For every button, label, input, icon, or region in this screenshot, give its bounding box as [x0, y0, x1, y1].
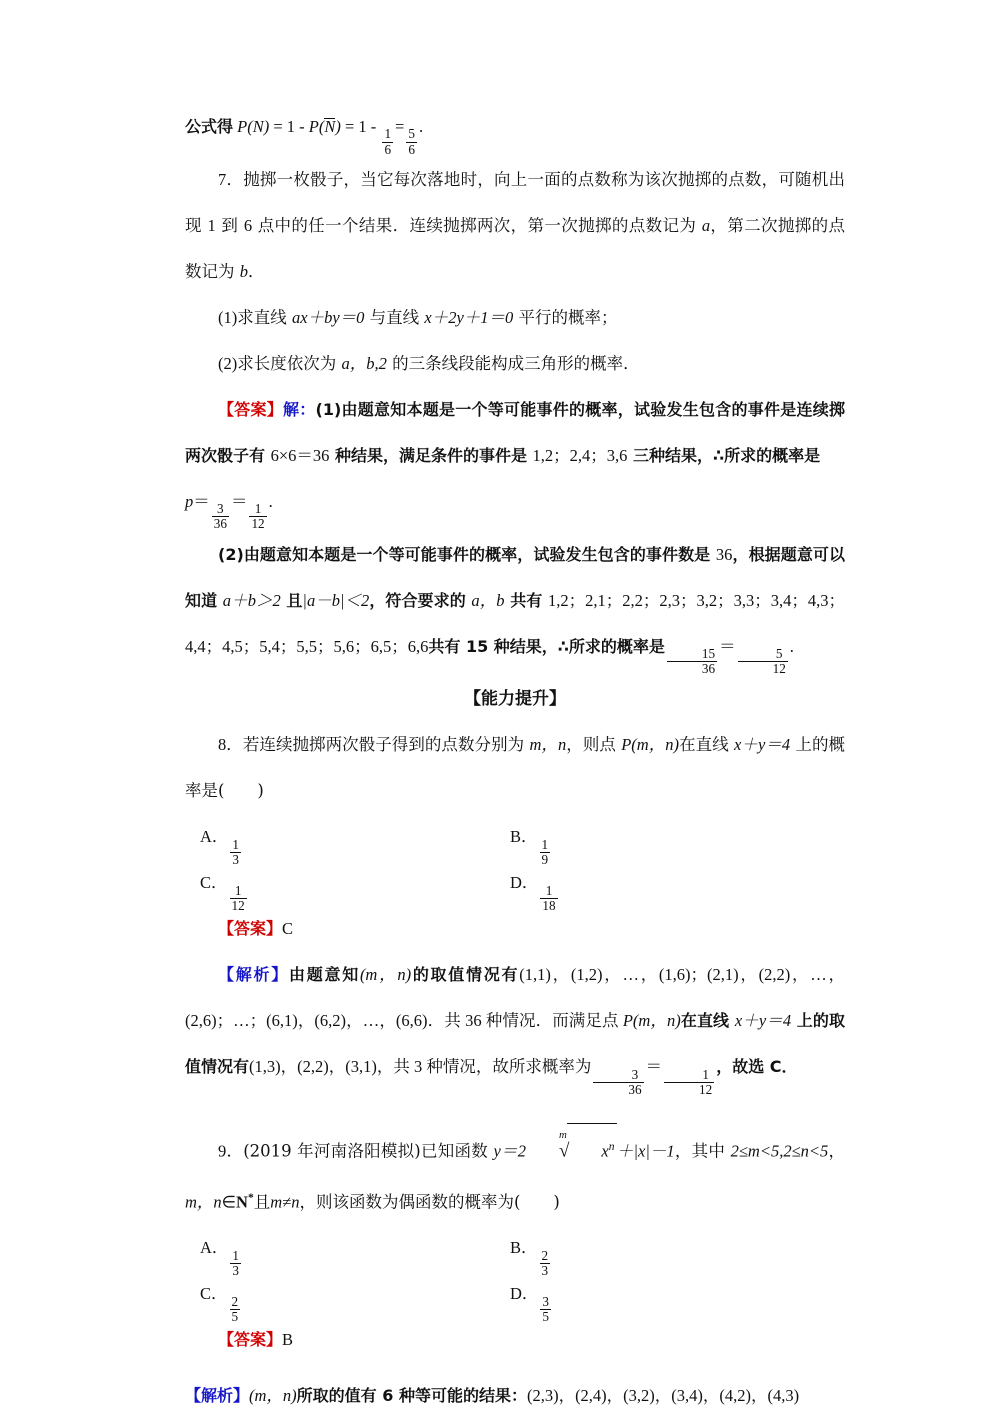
problem-8-option-d[interactable]: [510, 860, 560, 913]
option-key: D．: [510, 873, 539, 893]
problem-8-exp-list2: (1,3)，(2,2)，(3,1)，共 3 种情况，故所求概率为: [249, 1057, 592, 1077]
problem-9-stem-e: ，则该函数为偶函数的概率为( ): [299, 1192, 560, 1212]
problem-9-option-a[interactable]: [200, 1225, 243, 1278]
frac-denominator: 3: [232, 852, 240, 868]
problem-7-frac-15-36: [667, 647, 717, 677]
problem-7-stem-p5: ．: [248, 261, 265, 281]
problem-9-stem-b: ，其中: [674, 1141, 731, 1161]
jie-label: 解：: [283, 399, 316, 419]
top-formula-eq3: =: [395, 117, 405, 136]
problem-8-option-a[interactable]: [200, 814, 243, 867]
problem-7-frac-3-36: [212, 502, 229, 532]
frac-denominator: 3: [232, 1262, 240, 1278]
frac-numerator: 1: [541, 836, 549, 852]
radical-body: [567, 1123, 616, 1175]
top-formula-pnbar-open: P(: [308, 117, 325, 136]
problem-8-stem-a: 若连续抛掷两次骰子得到的点数分别为: [242, 735, 530, 755]
problem-7-stem-p2: 到: [215, 215, 244, 235]
problem-7-ans2-tag: (2): [218, 544, 244, 564]
problem-9-vars: m，n: [185, 1192, 222, 1212]
problem-7-sub1-text-b: 与直线: [364, 307, 425, 327]
option-key: B．: [510, 1238, 538, 1258]
frac-denominator: 18: [542, 898, 556, 914]
frac-numerator: 1: [232, 1247, 240, 1263]
problem-8-exp-line-eq: x＋y＝4: [734, 1011, 792, 1031]
gap-before-problem-9: [185, 1097, 845, 1123]
radical-radicand: x: [601, 1141, 609, 1161]
problem-8-option-b[interactable]: [510, 814, 552, 867]
problem-8-stem-d: 上的概率是( ): [185, 735, 846, 801]
problem-7-ans2-t6: 共有 15 种结果，∴所求的概率是: [428, 636, 665, 656]
problem-8-line-eq: x＋y＝4: [734, 735, 791, 755]
problem-7-stem-n2: 6: [243, 215, 253, 235]
top-formula-frac-five-sixths: [406, 127, 417, 157]
frac-numerator: 5: [408, 126, 415, 142]
page-content: [185, 104, 845, 1419]
problem-7-ans1-t2: 种结果，满足条件的事件是: [329, 445, 533, 465]
problem-9-number: 9．: [218, 1141, 244, 1161]
frac-numerator: 3: [542, 1293, 550, 1309]
problem-8-answer-line: [185, 906, 845, 952]
frac-denominator: 12: [738, 661, 788, 676]
problem-9-explanation: [185, 1373, 845, 1419]
problem-8-exp-t3: 在直线: [680, 1011, 735, 1031]
frac-denominator: 12: [251, 516, 265, 532]
frac-denominator: 9: [541, 852, 549, 868]
problem-7-sub2-tag: (2): [218, 353, 238, 373]
problem-8-exp-t4: 上的取值情况有: [185, 1011, 845, 1077]
top-formula-eq2: = 1 -: [345, 117, 381, 136]
frac-denominator: 12: [231, 898, 245, 914]
radical-sign: √: [559, 1140, 570, 1162]
problem-8-explanation: [185, 952, 845, 1097]
section-heading-ability-improvement: 【能力提升】: [464, 689, 566, 710]
frac-denominator: 12: [664, 1082, 714, 1097]
problem-7-sub1-tag: (1): [218, 307, 238, 327]
frac-numerator: 5: [775, 645, 783, 661]
frac-numerator: 2: [231, 1293, 239, 1309]
option-key: B．: [510, 827, 538, 847]
problem-9-options-row-2: [185, 1271, 845, 1324]
problem-9-exp-vars: (m，n): [249, 1386, 297, 1406]
problem-8-exp-t5: ，故选 C．: [716, 1057, 798, 1077]
problem-8-options-row-2: [185, 860, 845, 914]
frac-denominator: 6: [408, 141, 415, 157]
problem-7-answer-part1: [185, 387, 845, 479]
problem-7-sub1-eq-b: x＋2y＋1＝0: [424, 307, 514, 327]
frac-numerator: 3: [631, 1066, 639, 1082]
problem-7-sub2: [185, 341, 845, 387]
problem-7-ans1-t1: 由题意知本题是一个等可能事件的概率，试验发生包含的事件是连续掷两次骰子有: [185, 399, 845, 465]
top-formula-frac-one-sixth: [382, 127, 393, 157]
frac-numerator: 1: [232, 836, 240, 852]
problem-7-sub1-text-c: 平行的概率；: [513, 307, 618, 327]
top-formula-pnbar-close: ): [335, 117, 341, 136]
problem-7-ans2-period: .: [789, 636, 794, 656]
problem-7-ans2-t3: 且: [280, 590, 303, 610]
option-fraction: [230, 884, 247, 914]
problem-7-frac-1-12: [249, 502, 266, 532]
problem-7-ans2-cond2: |a－b|＜2: [302, 590, 370, 610]
frac-denominator: 36: [593, 1082, 643, 1097]
frac-denominator: 36: [213, 516, 227, 532]
problem-8-point: P(m，n): [621, 735, 680, 755]
top-formula-pn: P(N): [237, 117, 270, 136]
problem-9-option-d[interactable]: [510, 1271, 553, 1324]
problem-9-stem-d: 且: [253, 1192, 271, 1212]
frac-numerator: 1: [384, 126, 392, 142]
top-formula-line: [185, 104, 845, 157]
problem-7-stem-n1: 1: [207, 215, 216, 235]
problem-7-ans2-t2: ，根据题意可以知道: [185, 544, 845, 610]
problem-7-stem-p4: ，第二次抛掷的点数记为: [185, 215, 845, 281]
problem-7-ans1-calc: 6×6＝36: [270, 445, 330, 465]
problem-8-exp-vars: (m，n): [359, 965, 412, 985]
problem-9-set-symbol: N: [236, 1192, 248, 1212]
problem-8-exp-point: P(m，n): [622, 1011, 681, 1031]
problem-7-ans1-cases: 1,2；2,4；3,6: [532, 445, 628, 465]
problem-9-func-tail: ＋|x|－1: [616, 1141, 675, 1161]
answer-label: 【答案】: [218, 919, 283, 939]
frac-denominator: 3: [541, 1262, 549, 1278]
frac-denominator: 6: [384, 141, 392, 157]
problem-9-answer-value: B: [282, 1330, 294, 1350]
problem-7-var-a: a: [701, 215, 711, 235]
frac-numerator: 1: [234, 882, 242, 898]
problem-7-ans2-total: 36: [715, 544, 733, 564]
problem-7-stem-p1: 抛掷一枚骰子，当它每次落地时，向上一面的点数称为该次抛掷的点数，可随机出现: [185, 169, 846, 235]
frac-numerator: 1: [702, 1066, 709, 1082]
problem-7-result-mid-eq: ＝: [230, 491, 248, 511]
nth-root-icon: [526, 1123, 617, 1175]
problem-7-ans1-t3: 三种结果，∴所求的概率是: [627, 445, 821, 465]
problem-9-func-lead: y＝2: [493, 1141, 526, 1161]
problem-7-ans2-mid-eq: ＝: [719, 636, 736, 656]
frac-denominator: 36: [667, 661, 717, 676]
problem-8-vars: m，n: [529, 735, 567, 755]
frac-numerator: 3: [217, 501, 224, 517]
problem-7-result-period: .: [268, 491, 273, 511]
radical-index: m: [559, 1129, 567, 1142]
problem-9-exp-list: (2,3)，(2,4)，(3,2)，(3,4)，(4,2)，(4,3): [526, 1386, 800, 1406]
problem-9-stem-a: 已知函数: [420, 1141, 494, 1161]
option-key: A．: [200, 1238, 229, 1258]
option-key: D．: [510, 1284, 539, 1304]
answer-label: 【答案】: [218, 1330, 283, 1350]
top-formula-nbar: N: [324, 117, 336, 136]
problem-9-condition: 2≤m<5,2≤n<5: [730, 1141, 829, 1161]
problem-9-source: (2019 年河南洛阳模拟): [243, 1141, 421, 1161]
frac-numerator: 15: [701, 645, 716, 661]
problem-7-ans2-t1: 由题意知本题是一个等可能事件的概率，试验发生包含的事件数是: [243, 544, 716, 564]
problem-9-option-c[interactable]: [200, 1271, 242, 1324]
problem-9-set-star: *: [247, 1191, 254, 1204]
problem-9-in-symbol: ∈: [221, 1192, 237, 1212]
problem-7-answer-part1-result: [185, 479, 845, 532]
explanation-label: 【解析】: [218, 965, 289, 985]
frac-denominator: 5: [542, 1308, 550, 1324]
problem-7-result-var: p: [185, 491, 194, 511]
problem-7-answer-part2: [185, 532, 845, 677]
problem-7-ans2-cond1: a＋b＞2: [222, 590, 281, 610]
problem-7-ans2-t5: 共有: [504, 590, 548, 610]
problem-8-frac-1-12: [664, 1068, 714, 1098]
top-formula-period: .: [418, 117, 424, 136]
option-fraction: [230, 1295, 241, 1325]
problem-9-stem-c: ，: [828, 1141, 846, 1161]
frac-denominator: 5: [231, 1308, 239, 1324]
option-key: C．: [200, 873, 228, 893]
problem-8-stem-b: ，则点: [566, 735, 622, 755]
problem-7-sub1: [185, 295, 845, 341]
answer-label: 【答案】: [218, 399, 283, 419]
problem-8-number: 8．: [218, 735, 243, 755]
problem-7-number: 7．: [218, 169, 244, 189]
problem-8-answer-value: C: [282, 919, 294, 939]
problem-7-var-b: b: [239, 261, 248, 281]
problem-8-stem: [185, 722, 845, 814]
frac-numerator: 2: [541, 1247, 549, 1263]
problem-7-result-eq: ＝: [193, 491, 210, 511]
problem-8-frac-3-36: [593, 1068, 643, 1098]
problem-7-stem-p3: 点中的任一个结果．连续抛掷两次，第一次抛掷的点数记为: [252, 215, 702, 235]
gap-before-problem-9-explanation: [185, 1363, 845, 1373]
option-key: C．: [200, 1284, 228, 1304]
problem-7-sub2-vals: a，b,2: [341, 353, 387, 373]
explanation-label: 【解析】: [185, 1386, 250, 1406]
problem-9-option-b[interactable]: [510, 1225, 552, 1278]
radical-exponent: n: [608, 1141, 615, 1154]
problem-8-exp-t1: 由题意知: [288, 965, 360, 985]
problem-7-sub2-text-b: 的三条线段能构成三角形的概率．: [386, 353, 640, 373]
problem-7-sub1-eq-a: ax＋by＝0: [292, 307, 365, 327]
problem-7-sub1-text-a: 求直线: [237, 307, 292, 327]
frac-numerator: 1: [254, 501, 262, 517]
problem-7-frac-5-12: [738, 647, 788, 677]
problem-9-stem: [185, 1123, 845, 1225]
top-formula-eq1: = 1 -: [273, 117, 309, 136]
problem-7-ans1-tag: (1): [315, 399, 342, 419]
problem-9-answer-line: [185, 1317, 845, 1363]
problem-8-exp-mid-eq: ＝: [645, 1057, 663, 1077]
option-fraction: [540, 1295, 551, 1325]
problem-8-options-row-1: [185, 814, 845, 868]
problem-7-ans2-vars: a，b: [471, 590, 505, 610]
frac-numerator: 1: [545, 882, 553, 898]
top-formula-lead: 公式得: [185, 117, 234, 136]
problem-9-exp-t1: 所取的值有 6 种等可能的结果：: [296, 1386, 527, 1406]
problem-7-stem: [185, 157, 845, 295]
problem-8-exp-t2: 的取值情况有: [411, 965, 520, 985]
problem-8-option-c[interactable]: [200, 860, 249, 913]
problem-9-options-row-1: [185, 1225, 845, 1278]
problem-7-ans2-t4: ，符合要求的: [369, 590, 472, 610]
problem-7-sub2-text-a: 求长度依次为: [237, 353, 342, 373]
problem-8-exp-list1: (1,1)，(1,2)，…，(1,6)；(2,1)，(2,2)，…，(2,6)；…；(6,1)，(6,2)，…，(6,6)．共 36 种情况．而满足点: [185, 965, 845, 1031]
option-key: A．: [200, 827, 229, 847]
option-fraction: [540, 884, 557, 914]
problem-7-ans2-cases: 1,2；2,1；2,2；2,3；3,2；3,3；3,4；4,3；4,4；4,5；5,4；5,5；5,6；6,5；6,6: [185, 590, 845, 656]
problem-9-neq: m≠n: [270, 1192, 300, 1212]
problem-8-stem-c: 在直线: [679, 735, 735, 755]
